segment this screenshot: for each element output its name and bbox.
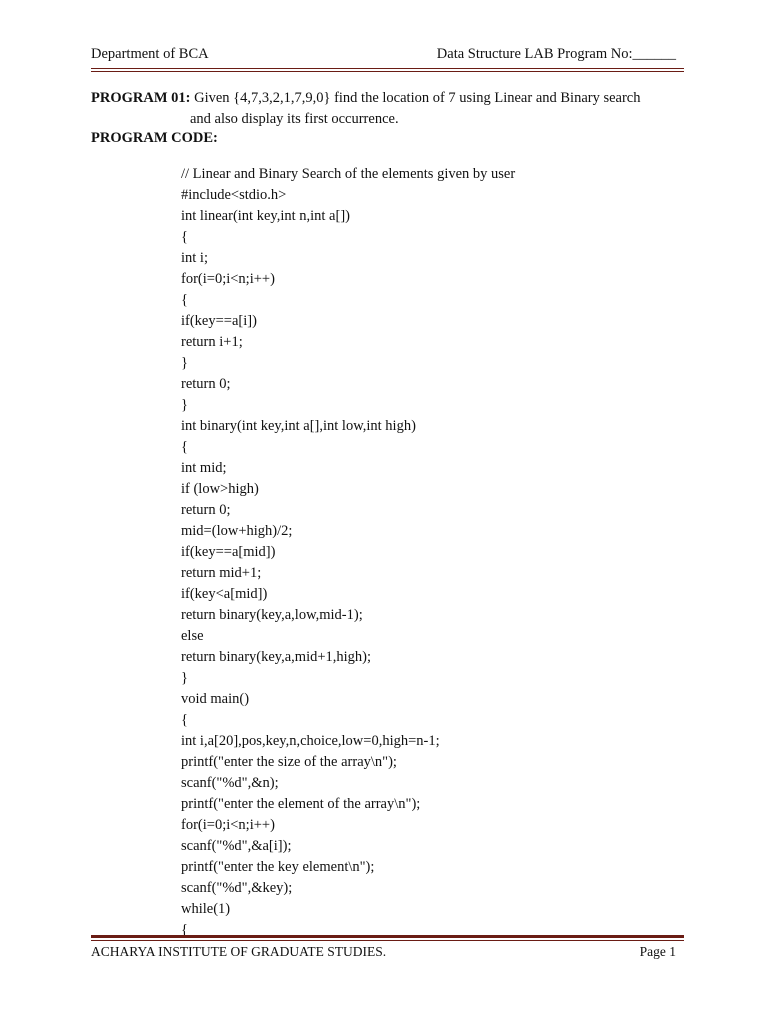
code-line: // Linear and Binary Search of the elements given by user xyxy=(181,166,516,182)
code-line: { xyxy=(181,292,188,308)
institute-name: ACHARYA INSTITUTE OF GRADUATE STUDIES. xyxy=(91,944,387,959)
code-line: return binary(key,a,low,mid-1); xyxy=(181,607,363,623)
code-line: } xyxy=(181,355,188,371)
footer-rule-thin xyxy=(91,940,684,941)
program-label: PROGRAM 01: xyxy=(91,90,191,106)
page-number: Page 1 xyxy=(639,944,676,959)
code-line: int i; xyxy=(181,250,208,266)
program-text-line-2: and also display its first occurrence. xyxy=(190,111,399,127)
code-line: printf("enter the size of the array\n"); xyxy=(181,754,397,770)
code-line: printf("enter the key element\n"); xyxy=(181,859,375,875)
code-line: return i+1; xyxy=(181,334,243,350)
code-block xyxy=(181,164,515,941)
code-line: int binary(int key,int a[],int low,int high) xyxy=(181,418,416,434)
code-line: { xyxy=(181,229,188,245)
code-line: printf("enter the element of the array\n"); xyxy=(181,796,421,812)
code-line: else xyxy=(181,628,204,644)
code-line: if(key==a[i]) xyxy=(181,313,257,329)
code-line: { xyxy=(181,712,188,728)
code-line: mid=(low+high)/2; xyxy=(181,523,293,539)
code-line: scanf("%d",&key); xyxy=(181,880,293,896)
code-line: int linear(int key,int n,int a[]) xyxy=(181,208,350,224)
code-line: return 0; xyxy=(181,376,231,392)
code-line: return mid+1; xyxy=(181,565,262,581)
code-line: { xyxy=(181,922,188,938)
program-text-line-1: Given {4,7,3,2,1,7,9,0} find the location of 7 using Linear and Binary search xyxy=(190,90,641,106)
code-line: #include<stdio.h> xyxy=(181,187,287,203)
code-line: return binary(key,a,mid+1,high); xyxy=(181,649,372,665)
program-code-heading: PROGRAM CODE: xyxy=(91,130,218,146)
code-line: if (low>high) xyxy=(181,481,259,497)
page-footer xyxy=(91,944,676,964)
department-label: Department of BCA xyxy=(91,46,209,62)
code-line: return 0; xyxy=(181,502,231,518)
code-line: for(i=0;i<n;i++) xyxy=(181,817,275,833)
header-rule-thin xyxy=(91,71,684,72)
code-line: { xyxy=(181,439,188,455)
code-line: void main() xyxy=(181,691,250,707)
code-line: } xyxy=(181,670,188,686)
page-header xyxy=(91,46,676,68)
code-line: if(key==a[mid]) xyxy=(181,544,276,560)
code-line: while(1) xyxy=(181,901,231,917)
program-statement xyxy=(91,88,688,130)
code-line: for(i=0;i<n;i++) xyxy=(181,271,275,287)
header-rule-thick xyxy=(91,68,684,69)
code-line: int mid; xyxy=(181,460,227,476)
code-line: } xyxy=(181,397,188,413)
code-line: scanf("%d",&n); xyxy=(181,775,279,791)
code-line: scanf("%d",&a[i]); xyxy=(181,838,292,854)
program-number-label: Data Structure LAB Program No:______ xyxy=(436,46,676,62)
footer-rule-thick xyxy=(91,935,684,938)
code-line: if(key<a[mid]) xyxy=(181,586,268,602)
code-line: int i,a[20],pos,key,n,choice,low=0,high=n-1; xyxy=(181,733,440,749)
